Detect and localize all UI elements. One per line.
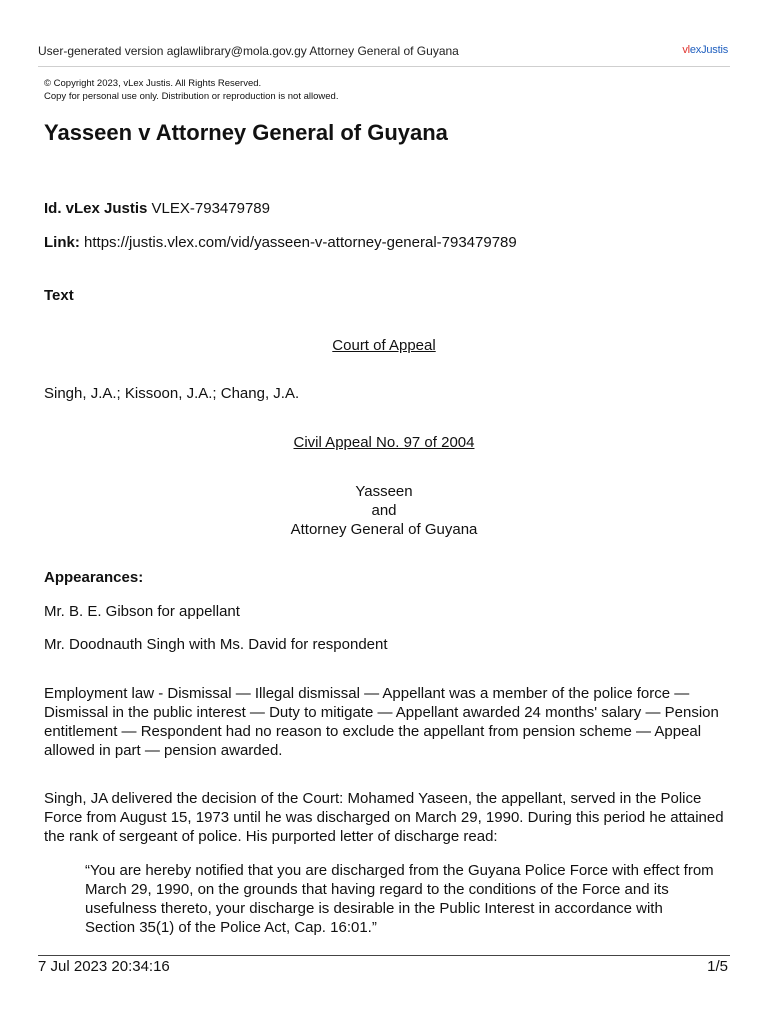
judges-line: Singh, J.A.; Kissoon, J.A.; Chang, J.A. xyxy=(44,385,300,402)
court-name-text: Court of Appeal xyxy=(332,337,436,354)
court-name xyxy=(0,337,768,354)
party-appellant: Yasseen xyxy=(355,483,413,500)
link-line xyxy=(44,234,517,251)
document-link[interactable]: https://justis.vlex.com/vid/yasseen-v-attorney-general-793479789 xyxy=(84,234,517,251)
copyright-line-1: © Copyright 2023, vLex Justis. All Rights Reserved. xyxy=(44,78,262,89)
discharge-letter-quote: “You are hereby notified that you are discharged from the Guyana Police Force with effect from March 29, 1990, on the grounds that having regard to the conditions of the Force and its usefulness thereto, your discharge is desirable in the Public Interest in accordance with Section 35(1) of the Police Act, Cap. 16:01.” xyxy=(85,862,714,936)
page-number: 1/5 xyxy=(707,958,728,975)
vlex-id-label: Id. vLex Justis xyxy=(44,200,148,217)
appearance-respondent: Mr. Doodnauth Singh with Ms. David for respondent xyxy=(44,636,388,653)
footer-rule xyxy=(38,955,730,956)
link-label: Link: xyxy=(44,234,80,251)
copyright-notice xyxy=(44,77,338,103)
case-summary: Employment law - Dismissal — Illegal dismissal — Appellant was a member of the police force — Dismissal in the public interest — Duty to mitigate — Appellant awarded 24 months' salary — Pension entitlement — Respondent had no reason to exclude the appellant from pension scheme — Appeal allowed in part — pension awarded. xyxy=(44,685,719,759)
vlex-justis-logo xyxy=(682,44,728,56)
footer-timestamp: 7 Jul 2023 20:34:16 xyxy=(38,958,170,975)
page-header-text: User-generated version aglawlibrary@mola.gov.gy Attorney General of Guyana xyxy=(38,44,459,58)
decision-paragraph: Singh, JA delivered the decision of the Court: Mohamed Yaseen, the appellant, served in the Police Force from August 15, 1973 until he was discharged on March 29, 1990. During this period he attained the rank of sergeant of police. His purported letter of discharge read: xyxy=(44,790,724,845)
vlex-id-line xyxy=(44,200,270,217)
case-number xyxy=(0,434,768,451)
logo-exjustis: exJustis xyxy=(689,44,728,56)
appearance-appellant: Mr. B. E. Gibson for appellant xyxy=(44,603,240,620)
appearances-heading: Appearances: xyxy=(44,569,144,586)
copyright-line-2: Copy for personal use only. Distribution or reproduction is not allowed. xyxy=(44,91,339,102)
logo-vl: vl xyxy=(682,44,690,56)
party-and: and xyxy=(371,502,397,519)
vlex-id-value: VLEX-793479789 xyxy=(151,200,270,217)
document-title: Yasseen v Attorney General of Guyana xyxy=(44,120,448,145)
header-rule xyxy=(38,66,730,67)
case-number-text: Civil Appeal No. 97 of 2004 xyxy=(293,434,475,451)
party-respondent: Attorney General of Guyana xyxy=(290,521,478,538)
text-heading: Text xyxy=(44,287,74,304)
